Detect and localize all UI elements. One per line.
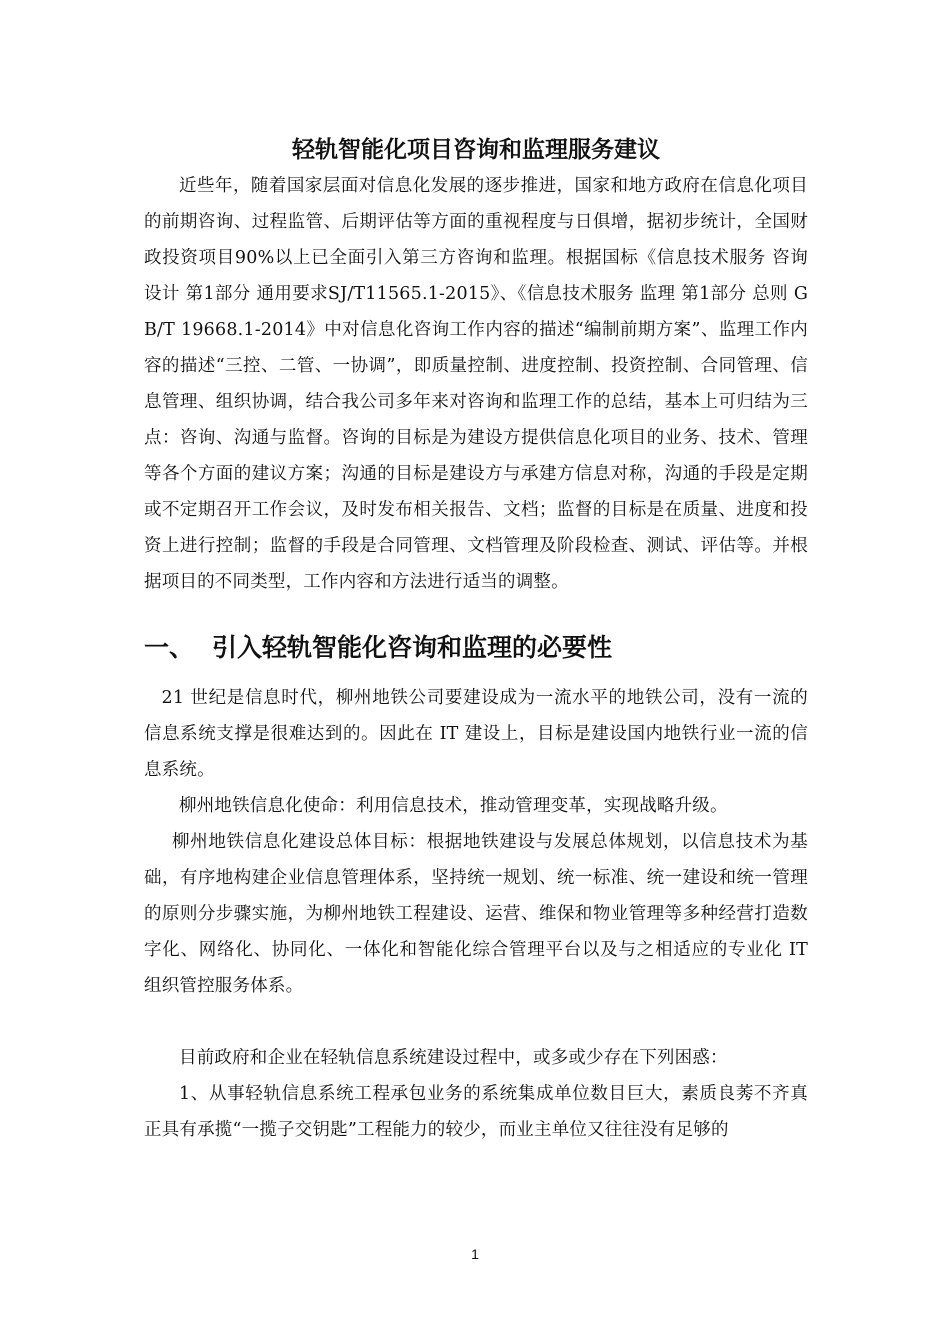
section-heading	[144, 626, 808, 670]
section-paragraph-1: 21 世纪是信息时代，柳州地铁公司要建设成为一流水平的地铁公司，没有一流的信息系统支撑是很难达到的。因此在 IT 建设上，目标是建设国内地铁行业一流的信息系统。	[144, 688, 808, 780]
section-number: 一、	[144, 633, 195, 662]
section-paragraph-3: 柳州地铁信息化建设总体目标：根据地铁建设与发展总体规划，以信息技术为基础，有序地构建企业信息管理体系，坚持统一规划、统一标准、统一建设和统一管理的原则分步骤实施，为柳州地铁工程建设、运营、维保和物业管理等多种经营打造数字化、网络化、协同化、一体化和智能化综合管理平台以及与之相适应的专业化 IT 组织管控服务体系。	[144, 832, 808, 996]
page-number: 1	[471, 1246, 479, 1262]
section-paragraph-2: 柳州地铁信息化使命：利用信息技术，推动管理变革，实现战略升级。	[179, 796, 728, 816]
blank-line	[144, 1004, 808, 1040]
intro-paragraph: 近些年，随着国家层面对信息化发展的逐步推进，国家和地方政府在信息化项目的前期咨询、过程监管、后期评估等方面的重视程度与日俱增，据初步统计，全国财政投资项目90%以上已全面引入第三方咨询和监理。根据国标《信息技术服务 咨询设计 第1部分 通用要求SJ/T11565.1-2015》、《信息技术服务 监理 第1部分 总则 GB/T 19668.1-2014》中对信息化咨询工作内容的描述“编制前期方案”、监理工作内容的描述“三控、二管、一协调”，即质量控制、进度控制、投资控制、合同管理、信息管理、组织协调，结合我公司多年来对咨询和监理工作的总结，基本上可归结为三点：咨询、沟通与监督。咨询的目标是为建设方提供信息化项目的业务、技术、管理等各个方面的建议方案；沟通的目标是建设方与承建方信息对称，沟通的手段是定期或不定期召开工作会议，及时发布相关报告、文档；监督的目标是在质量、进度和投资上进行控制；监督的手段是合同管理、文档管理及阶段检查、测试、评估等。并根据项目的不同类型，工作内容和方法进行适当的调整。	[144, 176, 808, 592]
section-paragraph-5: 1、从事轻轨信息系统工程承包业务的系统集成单位数目巨大，素质良莠不齐真正具有承揽“一揽子交钥匙”工程能力的较少，而业主单位又往往没有足够的	[144, 1084, 808, 1140]
section-title: 引入轻轨智能化咨询和监理的必要性	[212, 633, 613, 662]
page-content	[144, 132, 808, 1148]
document-title: 轻轨智能化项目咨询和监理服务建议	[292, 137, 660, 163]
section-paragraph-4: 目前政府和企业在轻轨信息系统建设过程中，或多或少存在下列困惑：	[179, 1048, 728, 1068]
